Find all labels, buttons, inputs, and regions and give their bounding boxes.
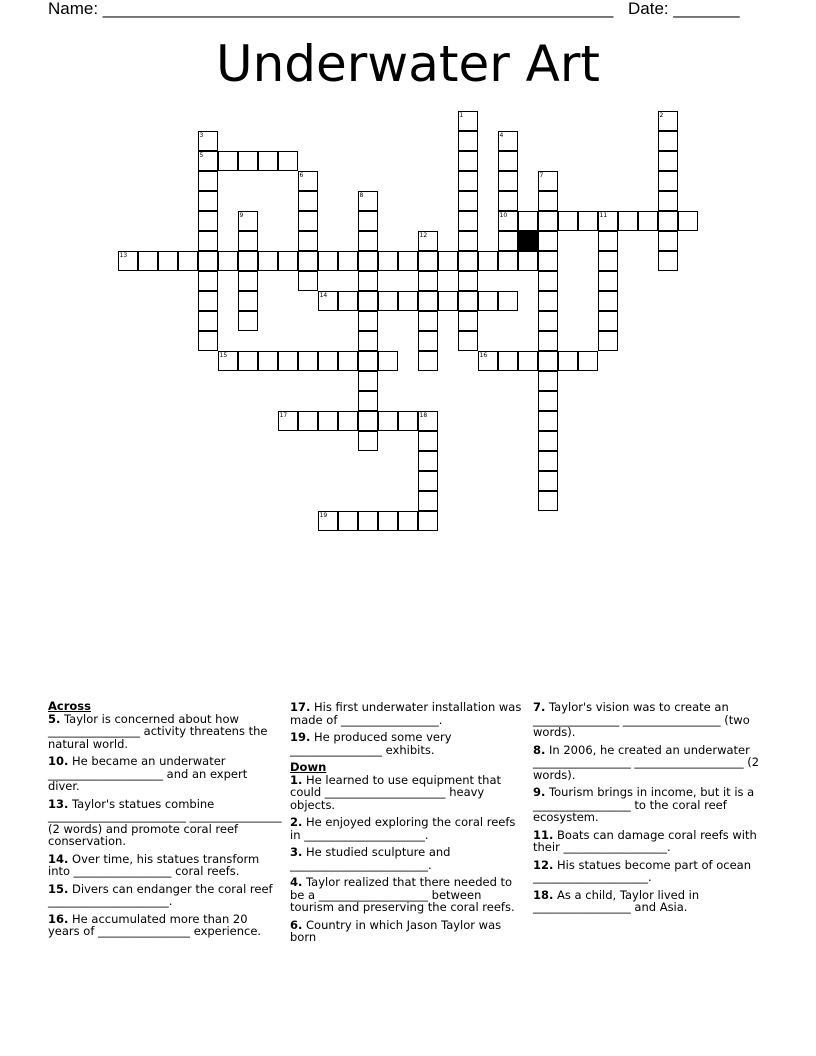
grid-cell[interactable] [238, 351, 258, 371]
grid-cell[interactable] [538, 251, 558, 271]
grid-cell[interactable] [658, 151, 678, 171]
grid-cell[interactable] [458, 211, 478, 231]
grid-cell[interactable] [238, 311, 258, 331]
clue [533, 829, 767, 854]
clue-text: As a child, Taylor lived in _________________ and Asia. [533, 887, 700, 914]
grid-cell[interactable] [578, 351, 598, 371]
clue-number: 6 [299, 171, 304, 179]
clue-number-label: 4. [290, 875, 303, 889]
grid-cell[interactable] [378, 251, 398, 271]
grid-cell[interactable] [538, 171, 558, 191]
clue [290, 816, 524, 841]
grid-cell[interactable] [498, 191, 518, 211]
clue-number: 5 [199, 151, 204, 159]
grid-cell[interactable] [658, 131, 678, 151]
clue [48, 883, 282, 908]
grid-cell[interactable] [358, 191, 378, 211]
clue-number: 17 [279, 411, 288, 419]
clue-number-label: 5. [48, 711, 61, 726]
grid-cell[interactable] [438, 291, 458, 311]
grid-cell[interactable] [358, 331, 378, 351]
clue-number-label: 17. [290, 700, 311, 714]
clue-number-label: 3. [290, 845, 303, 859]
grid-cell[interactable] [198, 251, 218, 271]
grid-cell[interactable] [278, 151, 298, 171]
grid-cell[interactable] [498, 211, 518, 231]
grid-cell[interactable] [418, 311, 438, 331]
clue-text: Taylor's vision was to create an _______________ _________________ (two words). [533, 700, 750, 739]
grid-cell[interactable] [338, 351, 358, 371]
grid-cell[interactable] [198, 331, 218, 351]
clue [48, 755, 282, 793]
grid-cell[interactable] [358, 311, 378, 331]
grid-cell[interactable] [398, 291, 418, 311]
clue-number-label: 11. [533, 827, 554, 842]
grid-cell[interactable] [658, 251, 678, 271]
grid-cell[interactable] [158, 251, 178, 271]
grid-cell[interactable] [458, 331, 478, 351]
down-clue-list [290, 774, 524, 944]
down-clue-list-cont [533, 701, 767, 914]
grid-cell[interactable] [598, 211, 618, 231]
grid-cell[interactable] [198, 311, 218, 331]
clue [48, 713, 282, 751]
clue-text: Over time, his statues transform into _________________ coral reefs. [48, 851, 260, 878]
grid-cell[interactable] [198, 151, 218, 171]
grid-cell[interactable] [598, 291, 618, 311]
grid-cell[interactable] [458, 131, 478, 151]
clue-number: 4 [499, 131, 504, 139]
clue-number-label: 16. [48, 911, 69, 926]
grid-cell[interactable] [658, 231, 678, 251]
grid-cell[interactable] [498, 131, 518, 151]
grid-cell[interactable] [358, 371, 378, 391]
grid-cell[interactable] [138, 251, 158, 271]
clue-number-label: 13. [48, 796, 69, 811]
clue-number-label: 1. [290, 772, 303, 787]
clue [290, 701, 524, 726]
clue-text: His statues become part of ocean ____________________. [533, 857, 752, 884]
clue [290, 846, 524, 871]
grid-cell[interactable] [498, 231, 518, 251]
across-header: Across [48, 699, 91, 713]
clue-text: His first underwater installation was made of _________________. [290, 700, 522, 727]
grid-cell[interactable] [538, 471, 558, 491]
grid-cell[interactable] [418, 331, 438, 351]
down-header: Down [290, 760, 327, 774]
clue-number: 1 [459, 111, 464, 119]
grid-cell[interactable] [258, 351, 278, 371]
clue-number: 2 [659, 111, 664, 119]
grid-cell[interactable] [338, 251, 358, 271]
clue-text: Boats can damage coral reefs with their __________________. [533, 827, 757, 854]
grid-cell[interactable] [538, 191, 558, 211]
grid-cell[interactable] [278, 251, 298, 271]
clue-number: 14 [319, 291, 328, 299]
grid-cell[interactable] [318, 291, 338, 311]
clue [290, 774, 524, 812]
clue-number: 18 [419, 411, 428, 419]
name-field[interactable]: Name: ______________________________________________________ [48, 0, 614, 18]
grid-cell[interactable] [538, 291, 558, 311]
clue-number-label: 12. [533, 857, 554, 872]
clue-text: He enjoyed exploring the coral reefs in _____________________. [290, 815, 516, 842]
clue-number-label: 19. [290, 730, 311, 744]
grid-cell[interactable] [538, 431, 558, 451]
grid-cell[interactable] [498, 151, 518, 171]
grid-cell[interactable] [298, 351, 318, 371]
grid-cell[interactable] [358, 211, 378, 231]
grid-cell[interactable] [418, 291, 438, 311]
clue-number: 11 [599, 211, 608, 219]
clue [290, 919, 524, 944]
grid-cell[interactable] [378, 291, 398, 311]
clue-number: 8 [359, 191, 364, 199]
clues-column-1 [48, 700, 282, 943]
grid-cell[interactable] [538, 491, 558, 511]
grid-cell[interactable] [658, 171, 678, 191]
grid-cell[interactable] [398, 511, 418, 531]
grid-cell[interactable] [518, 251, 538, 271]
clue-text: Taylor is concerned about how ________________ activity threatens the natural world. [48, 711, 268, 751]
grid-cell[interactable] [198, 211, 218, 231]
grid-cell[interactable] [418, 511, 438, 531]
grid-cell[interactable] [598, 231, 618, 251]
clue [48, 913, 282, 938]
grid-cell[interactable] [538, 271, 558, 291]
grid-cell[interactable] [358, 431, 378, 451]
grid-cell[interactable] [678, 211, 698, 231]
grid-cell[interactable] [278, 351, 298, 371]
clue-text: Divers can endanger the coral reef _____________________. [48, 881, 273, 908]
clue-number-label: 9. [533, 785, 546, 799]
grid-cell[interactable] [358, 291, 378, 311]
grid-cell[interactable] [418, 271, 438, 291]
clue [533, 889, 767, 914]
grid-cell[interactable] [478, 351, 498, 371]
clue-number: 19 [319, 511, 328, 519]
grid-cell[interactable] [338, 291, 358, 311]
grid-cell[interactable] [458, 111, 478, 131]
grid-cell[interactable] [298, 231, 318, 251]
grid-cell[interactable] [198, 271, 218, 291]
grid-cell[interactable] [298, 191, 318, 211]
clue [290, 876, 524, 914]
grid-cell[interactable] [538, 211, 558, 231]
clue [533, 701, 767, 739]
grid-cell[interactable] [438, 251, 458, 271]
clue-text: Country in which Jason Taylor was born [290, 917, 502, 944]
clue-number-label: 15. [48, 881, 69, 896]
grid-cell[interactable] [498, 251, 518, 271]
grid-cell[interactable] [458, 251, 478, 271]
grid-cell[interactable] [178, 251, 198, 271]
grid-cell[interactable] [458, 311, 478, 331]
grid-cell[interactable] [538, 311, 558, 331]
grid-cell[interactable] [598, 311, 618, 331]
grid-cell[interactable] [458, 191, 478, 211]
clue-number-label: 2. [290, 815, 303, 829]
clue-text: Taylor's statues combine ________________________ ________________ (2 words) and promote coral reef conservation. [48, 796, 282, 848]
clue-number-label: 8. [533, 742, 546, 757]
grid-cell[interactable] [238, 251, 258, 271]
clue [533, 744, 767, 782]
grid-cell[interactable] [418, 471, 438, 491]
grid-cell[interactable] [298, 411, 318, 431]
grid-cell[interactable] [538, 231, 558, 251]
grid-cell[interactable] [538, 371, 558, 391]
grid-cell[interactable] [458, 291, 478, 311]
clue [48, 853, 282, 878]
date-field[interactable]: Date: _______ [628, 0, 740, 18]
grid-cell[interactable] [198, 291, 218, 311]
grid-cell[interactable] [298, 211, 318, 231]
grid-cell[interactable] [198, 231, 218, 251]
clue-text: He produced some very ________________ exhibits. [290, 730, 452, 757]
grid-cell[interactable] [298, 171, 318, 191]
grid-cell[interactable] [358, 251, 378, 271]
clues-column-2 [290, 701, 524, 949]
grid-cell[interactable] [398, 411, 418, 431]
grid-cell[interactable] [458, 171, 478, 191]
clue-number: 7 [539, 171, 544, 179]
grid-cell[interactable] [358, 231, 378, 251]
clue-number: 12 [419, 231, 428, 239]
clue-text: Taylor realized that there needed to be a ___________________ between tourism and preserving the coral reefs. [290, 875, 515, 914]
grid-cell[interactable] [538, 411, 558, 431]
grid-cell[interactable] [458, 151, 478, 171]
grid-cell[interactable] [658, 211, 678, 231]
clue [48, 798, 282, 848]
black-cell [518, 231, 538, 251]
clue-number: 10 [499, 211, 508, 219]
clue-text: Tourism brings in income, but it is a _________________ to the coral reef ecosystem. [533, 785, 755, 824]
grid-cell[interactable] [418, 351, 438, 371]
grid-cell[interactable] [538, 391, 558, 411]
across-clue-list [48, 713, 282, 938]
clue-text: He studied sculpture and ________________________. [290, 845, 451, 872]
clue-text: He learned to use equipment that could _____________________ heavy objects. [290, 772, 502, 812]
grid-cell[interactable] [598, 271, 618, 291]
grid-cell[interactable] [198, 171, 218, 191]
grid-cell[interactable] [598, 331, 618, 351]
grid-cell[interactable] [558, 351, 578, 371]
clue-number-label: 6. [290, 917, 303, 932]
grid-cell[interactable] [118, 251, 138, 271]
grid-cell[interactable] [418, 431, 438, 451]
grid-cell[interactable] [358, 351, 378, 371]
grid-cell[interactable] [598, 251, 618, 271]
grid-cell[interactable] [638, 211, 658, 231]
puzzle-title: Underwater Art [215, 35, 601, 93]
grid-cell[interactable] [198, 191, 218, 211]
grid-cell[interactable] [498, 351, 518, 371]
grid-cell[interactable] [458, 271, 478, 291]
grid-cell[interactable] [478, 251, 498, 271]
grid-cell[interactable] [418, 451, 438, 471]
grid-cell[interactable] [618, 211, 638, 231]
clue-number: 3 [199, 131, 204, 139]
grid-cell[interactable] [358, 511, 378, 531]
grid-cell[interactable] [378, 511, 398, 531]
grid-cell[interactable] [578, 211, 598, 231]
clue-number-label: 18. [533, 887, 554, 902]
grid-cell[interactable] [398, 251, 418, 271]
grid-cell[interactable] [418, 231, 438, 251]
grid-cell[interactable] [518, 211, 538, 231]
grid-cell[interactable] [338, 411, 358, 431]
clues-column-3 [533, 701, 767, 919]
grid-cell[interactable] [458, 231, 478, 251]
grid-cell[interactable] [538, 451, 558, 471]
grid-cell[interactable] [538, 351, 558, 371]
grid-cell[interactable] [238, 211, 258, 231]
grid-cell[interactable] [318, 251, 338, 271]
grid-cell[interactable] [298, 271, 318, 291]
across-clue-list-cont [290, 701, 524, 756]
grid-cell[interactable] [518, 351, 538, 371]
grid-cell[interactable] [218, 151, 238, 171]
grid-cell[interactable] [318, 411, 338, 431]
grid-cell[interactable] [538, 331, 558, 351]
grid-cell[interactable] [418, 411, 438, 431]
clue-number: 9 [239, 211, 244, 219]
grid-cell[interactable] [238, 231, 258, 251]
grid-cell[interactable] [378, 411, 398, 431]
clue-text: He became an underwater ____________________ and an expert diver. [48, 754, 248, 793]
clue [533, 859, 767, 884]
grid-cell[interactable] [558, 211, 578, 231]
grid-cell[interactable] [278, 411, 298, 431]
grid-cell[interactable] [318, 511, 338, 531]
clue-number: 15 [219, 351, 228, 359]
grid-cell[interactable] [658, 111, 678, 131]
grid-cell[interactable] [238, 271, 258, 291]
clue-text: In 2006, he created an underwater _________________ ___________________ (2 words). [533, 742, 760, 782]
clue-number-label: 10. [48, 754, 69, 768]
grid-cell[interactable] [498, 171, 518, 191]
grid-cell[interactable] [298, 251, 318, 271]
grid-cell[interactable] [318, 351, 338, 371]
clue-number: 13 [119, 251, 128, 259]
grid-cell[interactable] [218, 251, 238, 271]
grid-cell[interactable] [478, 291, 498, 311]
grid-cell[interactable] [198, 131, 218, 151]
clue-text: He accumulated more than 20 years of ________________ experience. [48, 911, 262, 938]
grid-cell[interactable] [418, 491, 438, 511]
clue-number: 16 [479, 351, 488, 359]
grid-cell[interactable] [378, 351, 398, 371]
grid-cell[interactable] [658, 191, 678, 211]
grid-cell[interactable] [238, 291, 258, 311]
grid-cell[interactable] [218, 351, 238, 371]
grid-cell[interactable] [338, 511, 358, 531]
grid-cell[interactable] [358, 271, 378, 291]
grid-cell[interactable] [358, 391, 378, 411]
grid-cell[interactable] [238, 151, 258, 171]
grid-cell[interactable] [418, 251, 438, 271]
grid-cell[interactable] [258, 151, 278, 171]
grid-cell[interactable] [498, 291, 518, 311]
clue-number-label: 7. [533, 700, 546, 714]
clue [533, 786, 767, 824]
clue-number-label: 14. [48, 851, 69, 866]
clue [290, 731, 524, 756]
grid-cell[interactable] [358, 411, 378, 431]
grid-cell[interactable] [258, 251, 278, 271]
